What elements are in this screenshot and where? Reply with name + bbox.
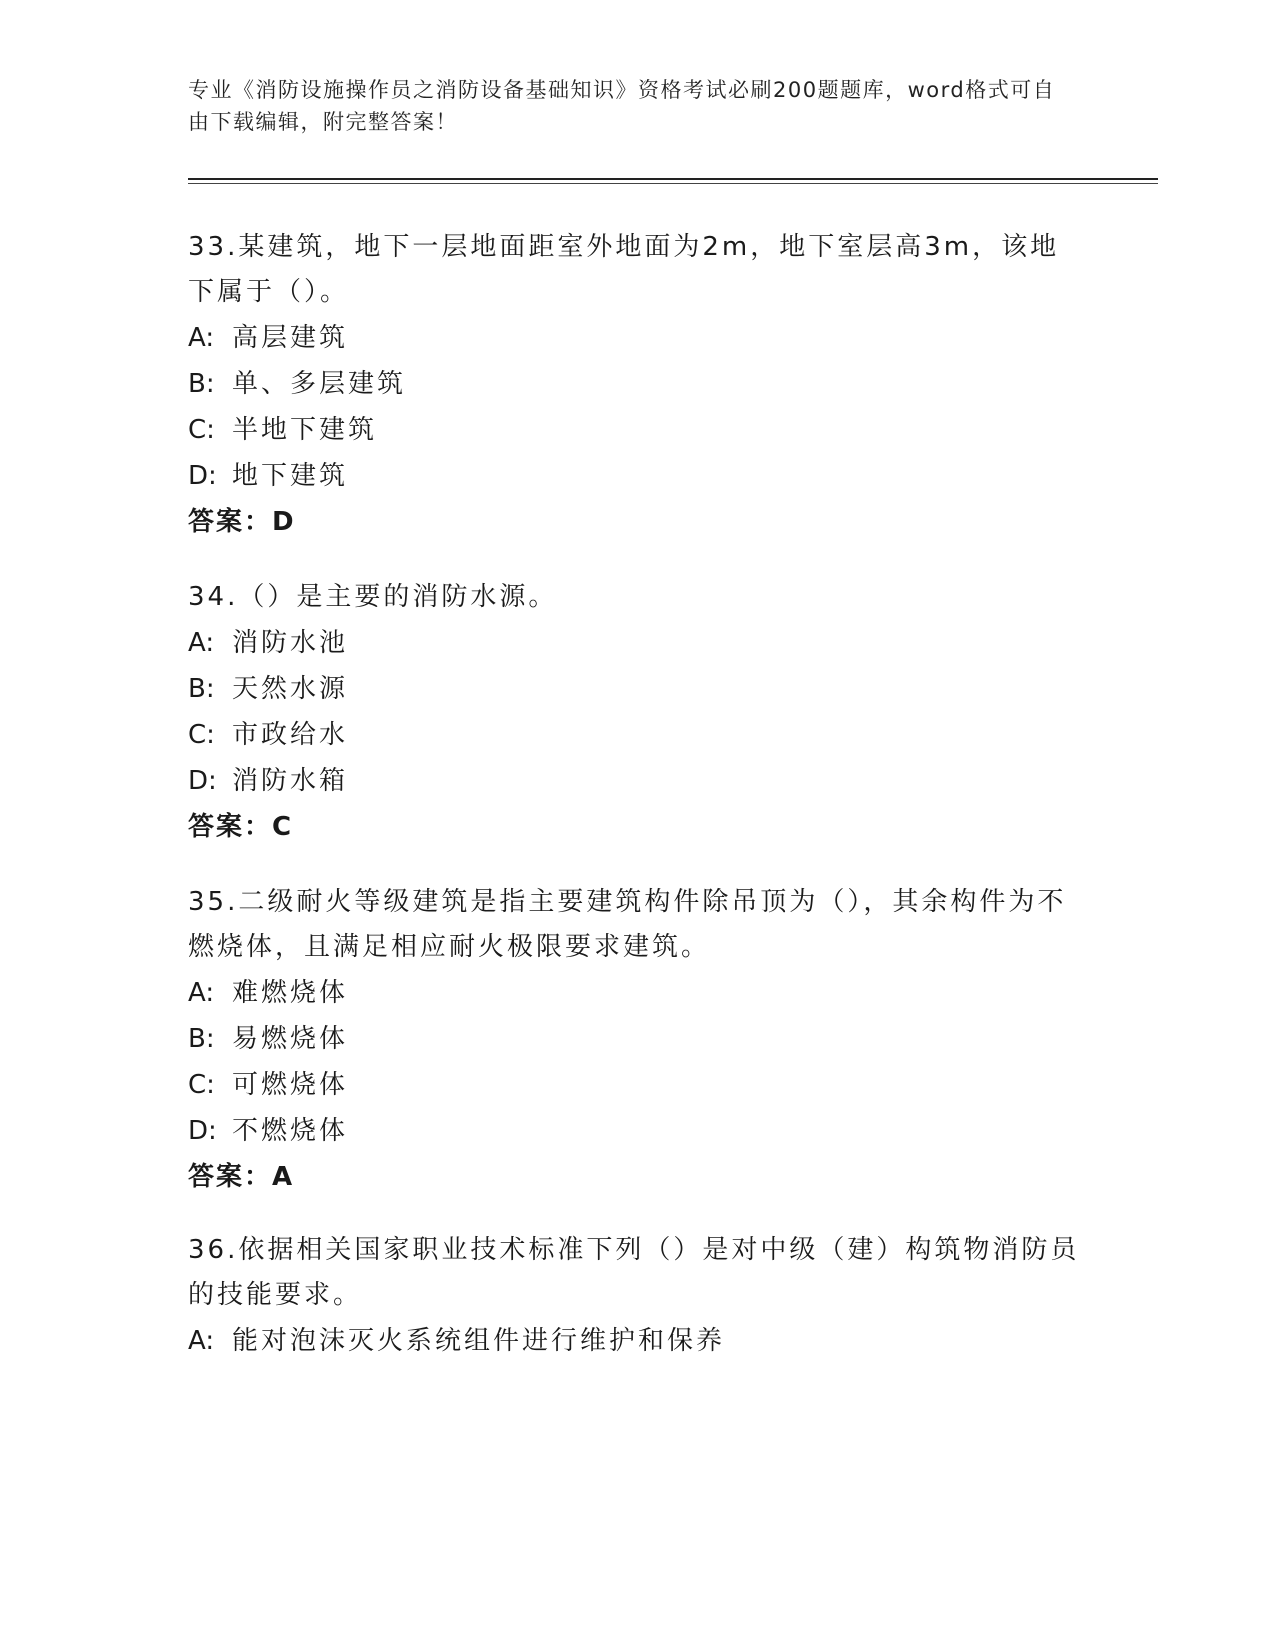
option-text: 可燃烧体 xyxy=(232,1070,349,1100)
option-a xyxy=(188,315,1088,361)
question-stem: 34.（）是主要的消防水源。 xyxy=(188,582,558,612)
option-letter: C: xyxy=(188,415,215,445)
option-text: 地下建筑 xyxy=(232,461,349,491)
option-c xyxy=(188,1062,1088,1108)
option-letter: C: xyxy=(188,720,215,750)
header-divider-thin xyxy=(188,183,1158,184)
option-letter: D: xyxy=(188,1116,217,1146)
option-text: 市政给水 xyxy=(232,720,349,750)
question-36 xyxy=(188,1228,1088,1364)
document-header: 专业《消防设施操作员之消防设备基础知识》资格考试必刷200题题库，word格式可自由下载编辑，附完整答案！ xyxy=(188,78,1056,134)
option-b xyxy=(188,1016,1088,1062)
option-text: 能对泡沫灭火系统组件进行维护和保养 xyxy=(232,1326,726,1356)
answer-label: 答案：A xyxy=(188,1162,295,1192)
question-stem: 33.某建筑，地下一层地面距室外地面为2m，地下室层高3m，该地下属于（）。 xyxy=(188,232,1060,307)
question-35 xyxy=(188,880,1088,1200)
option-letter: B: xyxy=(188,674,215,704)
option-letter: C: xyxy=(188,1070,215,1100)
option-d xyxy=(188,453,1088,499)
question-stem: 36.依据相关国家职业技术标准下列（）是对中级（建）构筑物消防员的技能要求。 xyxy=(188,1235,1080,1310)
option-letter: D: xyxy=(188,461,217,491)
option-text: 天然水源 xyxy=(232,674,349,704)
option-text: 高层建筑 xyxy=(232,323,349,353)
option-d xyxy=(188,758,1088,804)
option-c xyxy=(188,712,1088,758)
option-letter: D: xyxy=(188,766,217,796)
answer-label: 答案：D xyxy=(188,507,296,537)
question-33 xyxy=(188,225,1088,545)
option-text: 难燃烧体 xyxy=(232,978,349,1008)
option-text: 不燃烧体 xyxy=(232,1116,349,1146)
answer-label: 答案：C xyxy=(188,812,294,842)
option-d xyxy=(188,1108,1088,1154)
option-a xyxy=(188,620,1088,666)
option-text: 消防水箱 xyxy=(232,766,349,796)
option-letter: A: xyxy=(188,323,215,353)
option-letter: A: xyxy=(188,1326,215,1356)
option-a xyxy=(188,1318,1088,1364)
option-b xyxy=(188,361,1088,407)
option-letter: A: xyxy=(188,978,215,1008)
option-letter: B: xyxy=(188,1024,215,1054)
option-text: 单、多层建筑 xyxy=(232,369,407,399)
header-divider-thick xyxy=(188,178,1158,180)
question-34 xyxy=(188,575,1088,850)
option-text: 易燃烧体 xyxy=(232,1024,349,1054)
option-text: 消防水池 xyxy=(232,628,349,658)
option-letter: B: xyxy=(188,369,215,399)
option-c xyxy=(188,407,1088,453)
option-a xyxy=(188,970,1088,1016)
question-stem: 35.二级耐火等级建筑是指主要建筑构件除吊顶为（），其余构件为不燃烧体，且满足相应耐火极限要求建筑。 xyxy=(188,887,1067,962)
option-text: 半地下建筑 xyxy=(232,415,378,445)
option-letter: A: xyxy=(188,628,215,658)
option-b xyxy=(188,666,1088,712)
